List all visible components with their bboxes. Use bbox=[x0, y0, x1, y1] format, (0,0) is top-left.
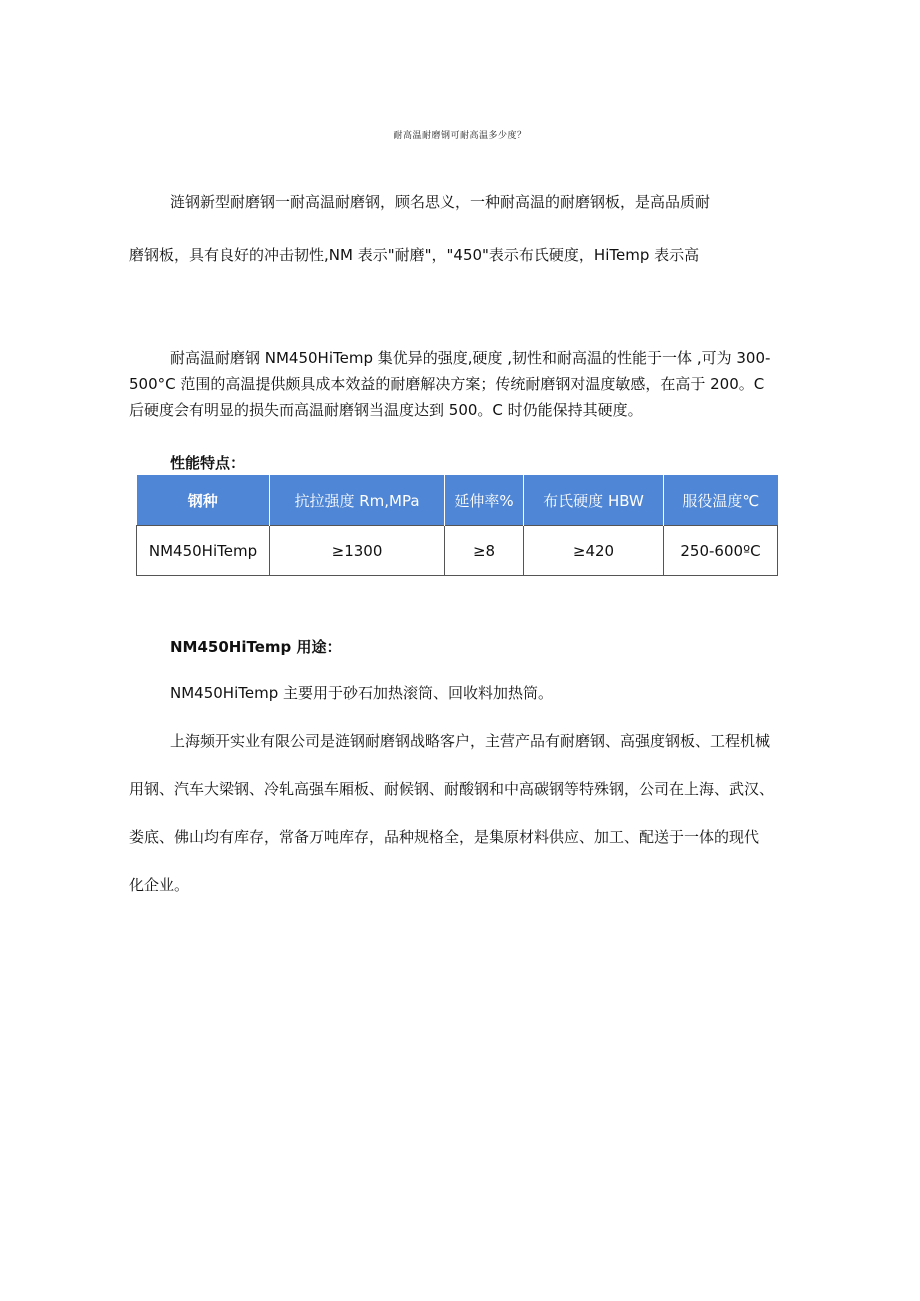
table-cell-steel-grade: NM450HiTemp bbox=[137, 526, 270, 576]
column-header-tensile-strength: 抗拉强度 Rm,MPa bbox=[270, 475, 445, 526]
table-cell-tensile-strength: ≥1300 bbox=[270, 526, 445, 576]
column-header-service-temperature: 服役温度℃ bbox=[664, 475, 778, 526]
company-line-2: 用钢、汽车大梁钢、冷轧高强车厢板、耐候钢、耐酸钢和中高碳钢等特殊钢，公司在上海、武汉、 bbox=[129, 780, 775, 798]
table-cell-service-temperature: 250-600ºC bbox=[664, 526, 778, 576]
description-line-2: 500°C 范围的高温提供颇具成本效益的耐磨解决方案；传统耐磨钢对温度敏感，在高于 200。C bbox=[129, 375, 765, 393]
features-heading: 性能特点： bbox=[170, 454, 246, 472]
company-line-3: 娄底、佛山均有库存，常备万吨库存，品种规格全，是集原材料供应、加工、配送于一体的现代 bbox=[129, 828, 760, 846]
usage-text: NM450HiTemp 主要用于砂石加热滚筒、回收料加热筒。 bbox=[170, 684, 553, 702]
company-line-4: 化企业。 bbox=[129, 876, 190, 894]
usage-heading: NM450HiTemp 用途： bbox=[170, 638, 342, 656]
specs-table bbox=[136, 475, 778, 576]
column-header-brinell-hardness: 布氏硬度 HBW bbox=[524, 475, 664, 526]
description-line-1: 耐高温耐磨钢 NM450HiTemp 集优异的强度,硬度 ,韧性和耐高温的性能于一体 ,可为 300- bbox=[170, 349, 771, 367]
column-header-elongation: 延伸率% bbox=[445, 475, 524, 526]
company-line-1: 上海频开实业有限公司是涟钢耐磨钢战略客户，主营产品有耐磨钢、高强度钢板、工程机械 bbox=[170, 732, 771, 750]
description-line-3: 后硬度会有明显的损失而高温耐磨钢当温度达到 500。C 时仍能保持其硬度。 bbox=[129, 401, 643, 419]
intro-line-1: 涟钢新型耐磨钢一耐高温耐磨钢，顾名思义，一种耐高温的耐磨钢板，是高品质耐 bbox=[170, 193, 711, 211]
table-header-row bbox=[137, 475, 778, 526]
page-title: 耐高温耐磨钢可耐高温多少度？ bbox=[393, 131, 527, 141]
table-row bbox=[137, 526, 778, 576]
table-cell-elongation: ≥8 bbox=[445, 526, 524, 576]
table-cell-brinell-hardness: ≥420 bbox=[524, 526, 664, 576]
intro-line-2: 磨钢板，具有良好的冲击韧性,NM 表示"耐磨"，"450"表示布氏硬度，HiTemp 表示高 bbox=[129, 246, 700, 264]
column-header-steel-grade: 钢种 bbox=[137, 475, 270, 526]
